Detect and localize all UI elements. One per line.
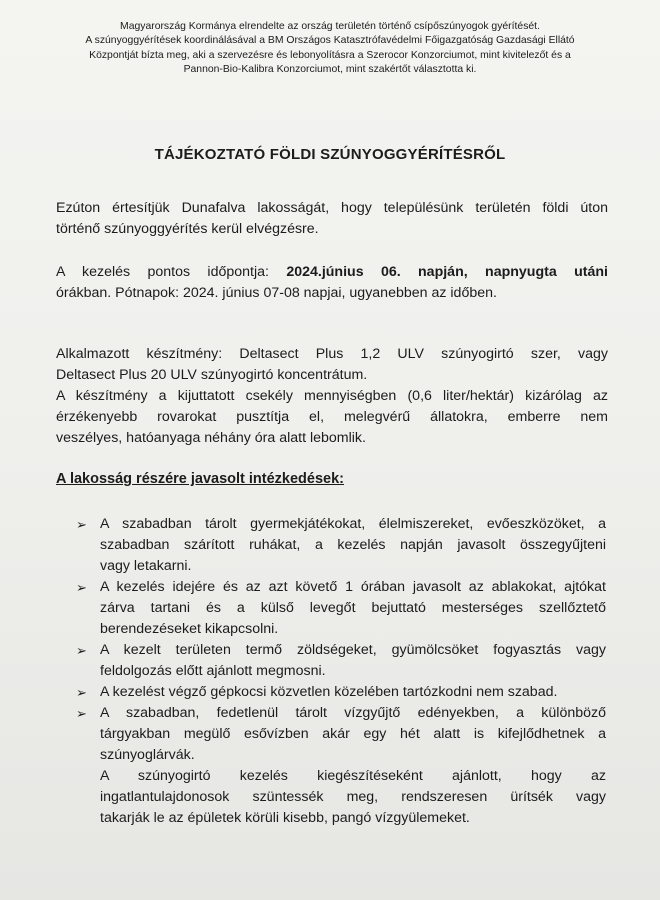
- list-item: [76, 682, 606, 703]
- header-line: Pannon-Bio-Kalibra Konzorciumot, mint szakértőt választotta ki.: [183, 64, 477, 76]
- list-item: [76, 640, 606, 682]
- timing-paragraph: [56, 262, 608, 304]
- product-line: veszélyes, hatóanyaga néhány óra alatt lebomlik.: [56, 430, 366, 446]
- list-item: [76, 514, 606, 577]
- timing-prefix: A kezelés pontos időpontja:: [56, 264, 287, 280]
- list-item-line: tárgyakban megülő esővízben akár egy hét alatt is kifejlődhetnek a: [100, 726, 606, 742]
- list-item-line: A szabadban tárolt gyermekjátékokat, élelmiszereket, evőeszközöket, a: [100, 516, 606, 532]
- arrow-bullet-icon: ➢: [76, 685, 87, 700]
- government-header: [40, 20, 620, 78]
- timing-date: 2024.június 06. napján, napnyugta utáni: [286, 264, 608, 280]
- header-line: Magyarország Kormánya elrendelte az ország területén történő csípőszúnyogok gyérítését.: [120, 21, 540, 32]
- product-line: A készítmény a kijuttatott csekély mennyiségben (0,6 liter/hektár) kizárólag az: [56, 388, 608, 404]
- list-item-line: szúnyoglárvák.: [100, 747, 195, 763]
- list-item: [76, 703, 606, 829]
- intro-line: Ezúton értesítjük Dunafalva lakosságát, hogy településünk területén földi úton: [56, 200, 608, 216]
- section-title: A lakosság részére javasolt intézkedések:: [56, 471, 345, 487]
- header-line: Központját bízta meg, aki a szervezésre és lebonyolításra a Szerocor Konzorciumot, mint kivitelezőt és a: [89, 49, 571, 61]
- product-line: érzékenyebb rovarokat pusztítja el, melegvérű állatokra, emberre nem: [56, 409, 608, 425]
- list-item-line: A kezelés idejére és az azt követő 1 órában javasolt az ablakokat, ajtókat: [100, 579, 606, 595]
- product-paragraph: [56, 344, 608, 449]
- list-item-line: berendezéseket kikapcsolni.: [100, 621, 279, 637]
- list-item-line: szabadban szárított ruhákat, a kezelés napján javasolt összegyűjteni: [100, 537, 606, 553]
- list-item-line: feldolgozás előtt ajánlott megmosni.: [100, 663, 326, 679]
- list-item-line: zárva tartani és a külső levegőt bejuttató mesterséges szellőztető: [100, 600, 606, 616]
- document-title: TÁJÉKOZTATÓ FÖLDI SZÚNYOGGYÉRÍTÉSRŐL: [154, 146, 506, 163]
- list-item-line: takarják le az épületek körüli kisebb, pangó vízgyülemeket.: [100, 810, 470, 826]
- timing-line: órákban. Pótnapok: 2024. június 07-08 napjai, ugyanebben az időben.: [56, 285, 497, 301]
- arrow-bullet-icon: ➢: [76, 706, 87, 721]
- arrow-bullet-icon: ➢: [76, 643, 87, 658]
- list-item-line: A kezelt területen termő zöldségeket, gyümölcsöket fogyasztás vagy: [100, 642, 606, 658]
- intro-line: történő szúnyoggyérítés kerül elvégzésre.: [56, 221, 319, 237]
- timing-line: [56, 262, 608, 283]
- list-item-line: A szabadban, fedetlenül tárolt vízgyűjtő edényekben, a különböző: [100, 705, 606, 721]
- product-line: Alkalmazott készítmény: Deltasect Plus 1,2 ULV szúnyogirtó szer, vagy: [56, 346, 608, 362]
- list-item-line: ingatlantulajdonosok szüntessék meg, rendszeresen ürítsék vagy: [100, 789, 606, 805]
- recommendations-list: [76, 514, 606, 829]
- list-item: [76, 577, 606, 640]
- list-item-line: A szúnyogirtó kezelés kiegészítéseként ajánlott, hogy az: [100, 768, 606, 784]
- list-item-line: vagy letakarni.: [100, 558, 192, 574]
- arrow-bullet-icon: ➢: [76, 580, 87, 595]
- list-item-line: A kezelést végző gépkocsi közvetlen közelében tartózkodni nem szabad.: [100, 684, 558, 700]
- product-line: Deltasect Plus 20 ULV szúnyogirtó koncentrátum.: [56, 367, 368, 383]
- header-line: A szúnyoggyérítések koordinálásával a BM Országos Katasztrófavédelmi Főigazgatóság Gazdasági Ellátó: [85, 35, 575, 47]
- intro-paragraph: [56, 198, 608, 240]
- arrow-bullet-icon: ➢: [76, 517, 87, 532]
